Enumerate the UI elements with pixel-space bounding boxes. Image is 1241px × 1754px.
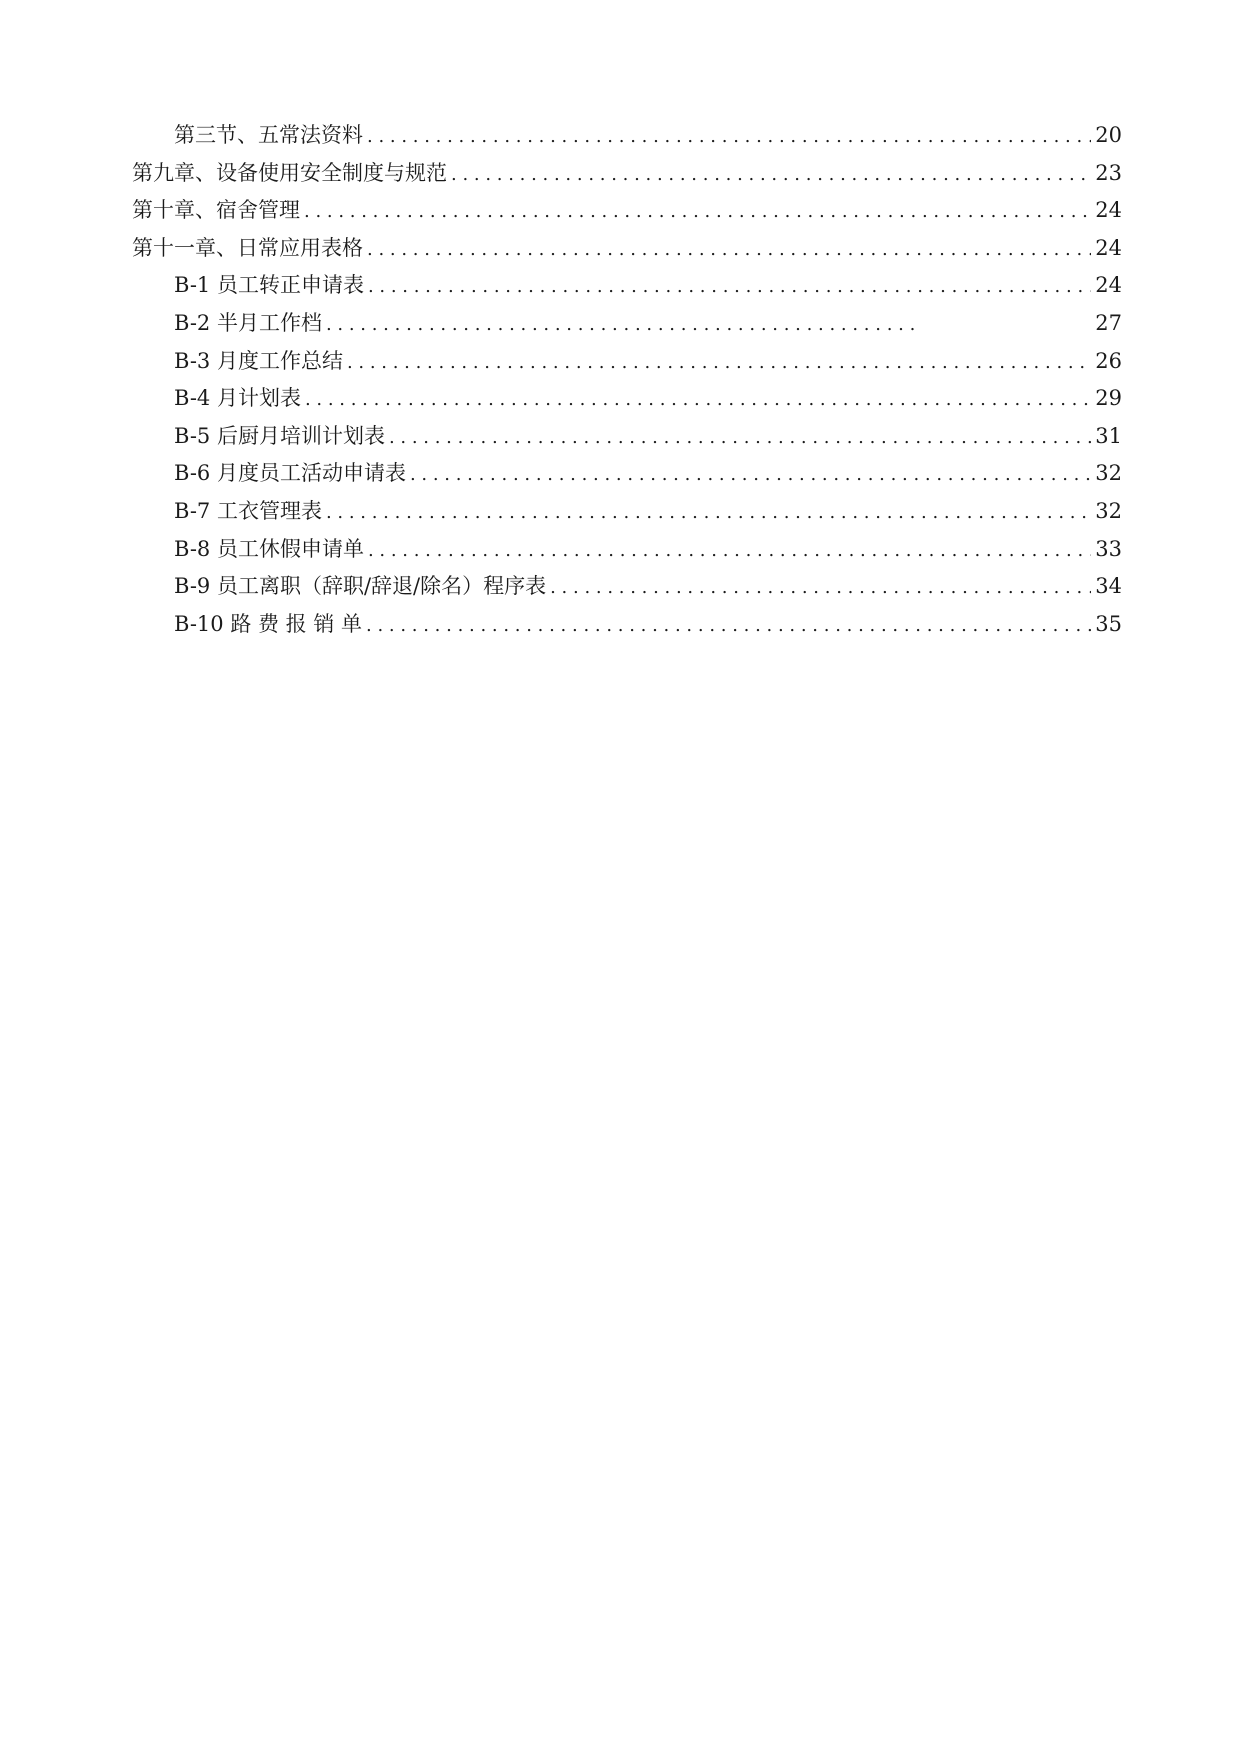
toc-entry-page: 26 bbox=[1095, 348, 1122, 373]
toc-entry-page: 32 bbox=[1095, 461, 1122, 486]
toc-entry-label: 第九章、设备使用安全制度与规范 bbox=[132, 160, 447, 185]
toc-leader-dots bbox=[347, 344, 1091, 382]
toc-entry-label: B-8 员工休假申请单 bbox=[174, 536, 364, 561]
toc-entry-page: 33 bbox=[1095, 536, 1122, 561]
toc-entry[interactable] bbox=[132, 531, 1122, 569]
toc-leader-dots bbox=[366, 607, 1091, 645]
toc-entry[interactable] bbox=[132, 305, 1122, 343]
toc-entry[interactable] bbox=[132, 343, 1122, 381]
toc-entry-label: B-10 路 费 报 销 单 bbox=[174, 611, 363, 636]
toc-entry-label: B-9 员工离职（辞职/辞退/除名）程序表 bbox=[174, 574, 547, 599]
toc-entry[interactable] bbox=[132, 230, 1122, 268]
toc-entry-label: B-1 员工转正申请表 bbox=[174, 273, 364, 298]
toc-entry-page: 27 bbox=[1095, 310, 1122, 335]
toc-entry-label: 第十一章、日常应用表格 bbox=[132, 235, 363, 260]
toc-entry-page: 34 bbox=[1095, 574, 1122, 599]
toc-entry[interactable] bbox=[132, 568, 1122, 606]
toc-entry[interactable] bbox=[132, 380, 1122, 418]
toc-leader-dots bbox=[410, 456, 1091, 494]
toc-entry-page: 29 bbox=[1095, 386, 1122, 411]
toc-entry-page: 23 bbox=[1095, 160, 1122, 185]
toc-entry[interactable] bbox=[132, 267, 1122, 305]
toc-leader-dots bbox=[305, 381, 1091, 419]
toc-entry-page: 24 bbox=[1095, 198, 1122, 223]
toc-entry-label: B-2 半月工作档 bbox=[174, 310, 322, 335]
toc-entry-page: 24 bbox=[1095, 273, 1122, 298]
table-of-contents bbox=[132, 117, 1122, 643]
toc-entry-page: 35 bbox=[1095, 611, 1122, 636]
toc-entry[interactable] bbox=[132, 418, 1122, 456]
toc-leader-dots bbox=[326, 306, 916, 344]
toc-entry-label: 第十章、宿舍管理 bbox=[132, 198, 300, 223]
toc-entry-label: B-6 月度员工活动申请表 bbox=[174, 461, 406, 486]
toc-entry-label: B-5 后厨月培训计划表 bbox=[174, 423, 385, 448]
toc-entry-label: B-3 月度工作总结 bbox=[174, 348, 343, 373]
toc-entry-label: 第三节、五常法资料 bbox=[174, 123, 363, 147]
toc-leader-dots bbox=[367, 231, 1091, 269]
toc-leader-dots bbox=[451, 156, 1091, 194]
toc-entry[interactable] bbox=[132, 192, 1122, 230]
toc-leader-dots bbox=[389, 419, 1091, 457]
toc-entry-label: B-7 工衣管理表 bbox=[174, 498, 322, 523]
toc-entry-page: 32 bbox=[1095, 498, 1122, 523]
toc-entry[interactable] bbox=[132, 155, 1122, 193]
toc-leader-dots bbox=[326, 494, 1091, 532]
toc-entry-page: 24 bbox=[1095, 235, 1122, 260]
toc-entry[interactable] bbox=[132, 606, 1122, 644]
toc-entry-label: B-4 月计划表 bbox=[174, 386, 301, 411]
toc-leader-dots bbox=[368, 268, 1091, 306]
toc-leader-dots bbox=[304, 193, 1091, 231]
toc-entry[interactable] bbox=[132, 117, 1122, 155]
toc-leader-dots bbox=[550, 569, 1091, 607]
toc-entry-page: 31 bbox=[1095, 423, 1122, 448]
toc-entry-page: 20 bbox=[1095, 123, 1122, 147]
toc-entry[interactable] bbox=[132, 493, 1122, 531]
toc-leader-dots bbox=[367, 118, 1091, 156]
toc-entry[interactable] bbox=[132, 455, 1122, 493]
toc-leader-dots bbox=[368, 532, 1091, 570]
